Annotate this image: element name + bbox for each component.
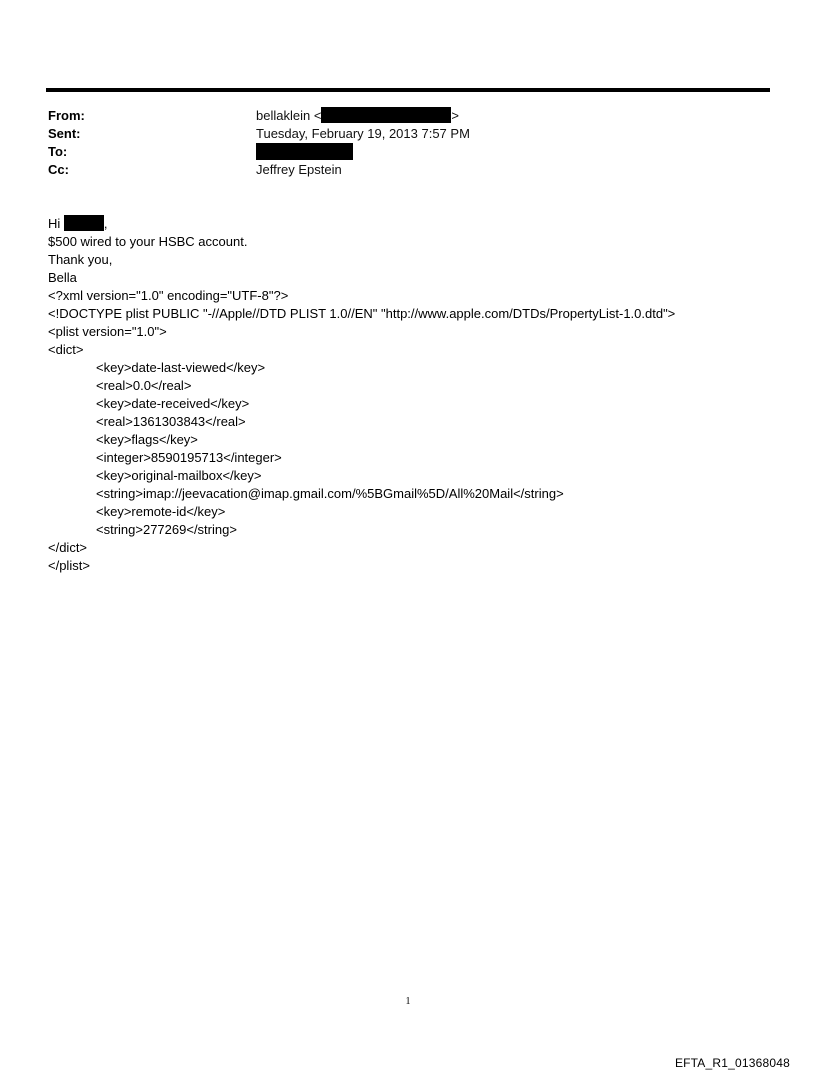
plist-line: <string>277269</string> [96,522,237,537]
plist-line: <key>remote-id</key> [96,504,226,519]
from-label: From: [48,108,85,123]
plist-line: </dict> [48,540,88,555]
signature-line: Bella [48,270,77,285]
plist-line: <integer>8590195713</integer> [96,450,282,465]
from-value [256,107,459,125]
redacted-recipient [256,143,353,160]
plist-line: <!DOCTYPE plist PUBLIC "-//Apple//DTD PLIST 1.0//EN" "http://www.apple.com/DTDs/PropertyList-1.0.dtd"> [48,306,676,321]
redacted-email [321,107,451,123]
to-value [256,143,353,162]
plist-line: <plist version="1.0"> [48,324,167,339]
header-rule [46,88,770,92]
body-line: Thank you, [48,252,113,267]
plist-line: <key>date-last-viewed</key> [96,360,266,375]
email-body [48,215,675,575]
plist-line: <dict> [48,342,84,357]
from-name: bellaklein < [256,108,322,123]
plist-line: <key>date-received</key> [96,396,250,411]
greeting-comma: , [103,216,108,231]
cc-value: Jeffrey Epstein [256,162,342,177]
plist-line: <real>0.0</real> [96,378,192,393]
body-line: $500 wired to your HSBC account. [48,234,248,249]
sent-label: Sent: [48,126,81,141]
document-id: EFTA_R1_01368048 [674,1056,790,1070]
greeting: Hi [48,216,61,231]
plist-line: <?xml version="1.0" encoding="UTF-8"?> [48,288,289,303]
redacted-name [64,215,104,231]
greeting-line [48,215,675,233]
plist-line: <real>1361303843</real> [96,414,246,429]
page-number: 1 [405,996,411,1007]
plist-line: </plist> [48,558,90,573]
plist-line: <string>imap://jeevacation@imap.gmail.com/%5BGmail%5D/All%20Mail</string> [96,486,564,501]
plist-block [48,287,675,575]
from-close-bracket: > [451,108,459,123]
to-label: To: [48,144,68,159]
cc-label: Cc: [48,162,69,177]
plist-line: <key>original-mailbox</key> [96,468,262,483]
plist-line: <key>flags</key> [96,432,198,447]
sent-value: Tuesday, February 19, 2013 7:57 PM [256,126,470,141]
